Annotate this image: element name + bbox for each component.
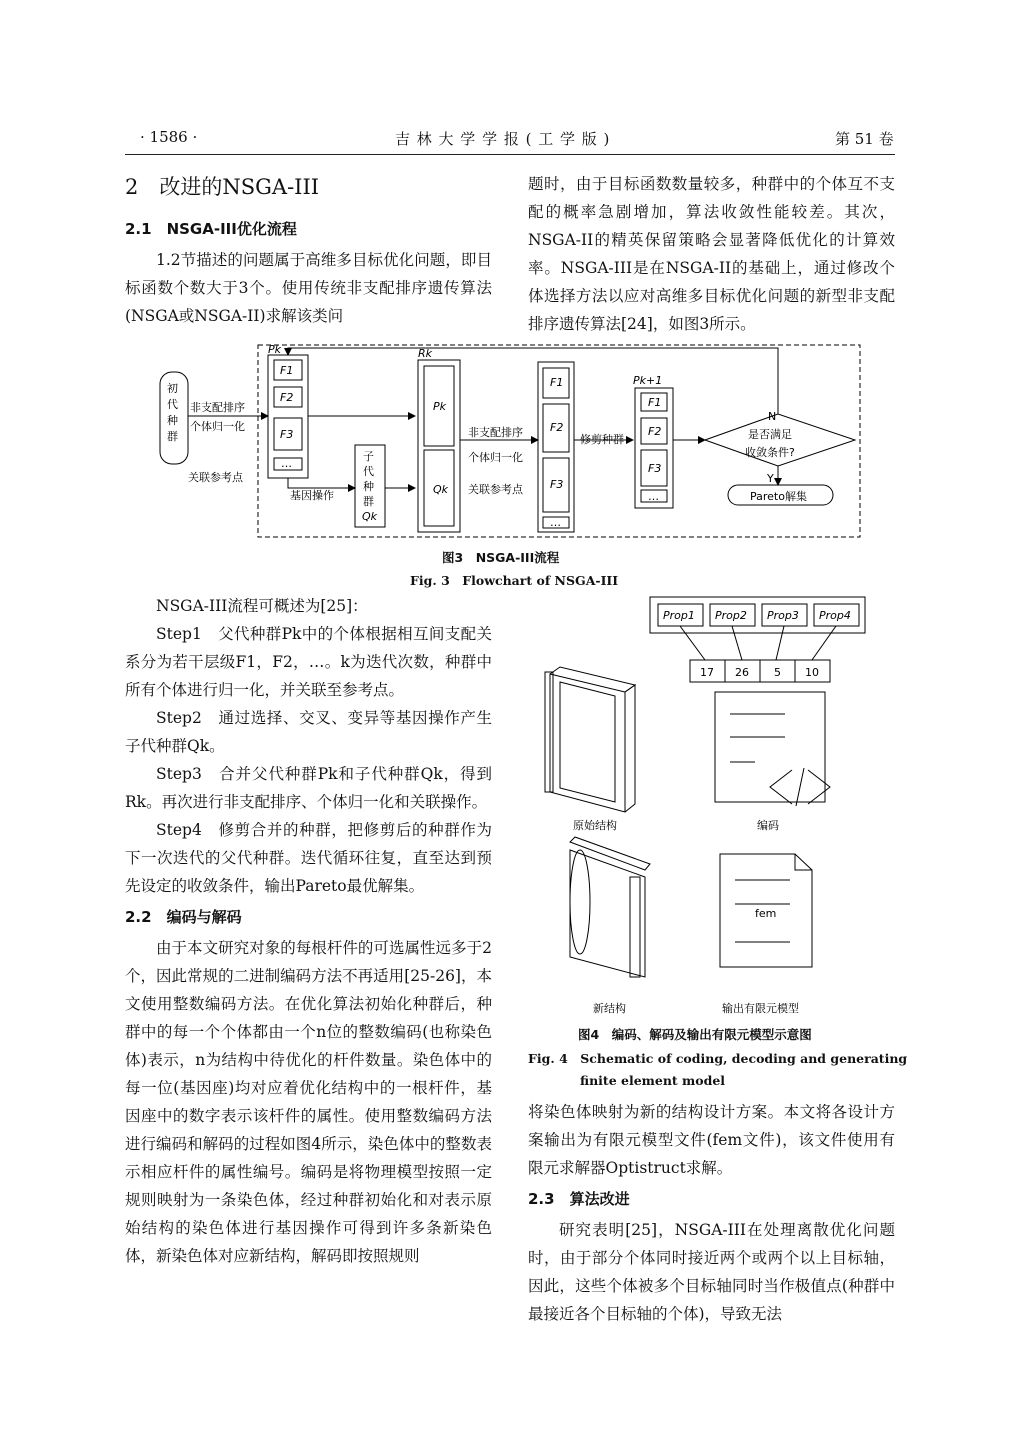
new-structure-label: 新结构: [593, 1002, 626, 1015]
right-top-column: [528, 170, 895, 338]
subsection-title-2-2: 2.2 编码与解码: [125, 908, 242, 926]
pk1-label: Pk+1: [633, 374, 663, 387]
original-structure-drawing: [545, 667, 635, 812]
dots-label: …: [281, 457, 292, 470]
diamond-label: 是否满足: [748, 428, 792, 441]
figure-4-diagram: [530, 592, 895, 1017]
volume-label: 第 51 卷: [835, 130, 894, 148]
arrow-label: 个体归一化: [468, 451, 523, 464]
gene-value: 17: [700, 666, 714, 679]
init-pop-char: 种: [167, 414, 178, 427]
paragraph: 由于本文研究对象的每根杆件的可选属性远多于2个，因此常规的二进制编码方法不再适用[25-26]，本文使用整数编码方法。在优化算法初始化种群后，种群中的每一个个体都由一个n位的整数编码(也称染色体)表示，n为结构中待优化的杆件数量。染色体中的每一位(基因座)均对应着优化结构中的一根杆件，基因座中的数字表示该杆件的属性。使用整数编码方法进行编码和解码的过程如图4所示，染色体中的整数表示相应杆件的属性编号。编码是将物理模型按照一定规则映射为一条染色体，经过种群初始化和对表示原始结构的染色体进行基因操作可得到许多条新染色体，新染色体对应新结构，解码即按照规则: [125, 939, 492, 1265]
f3-label: F3: [280, 428, 294, 441]
step-4: Step4 修剪合并的种群，把修剪后的种群作为下一次迭代的父代种群。迭代循环往复，直至达到预先设定的收敛条件，输出Pareto最优解集。: [125, 821, 492, 895]
fig4-caption-en-2: finite element model: [580, 1073, 726, 1088]
gene-value: 10: [805, 666, 819, 679]
child-pop-char: 子: [363, 450, 374, 463]
new-structure-drawing: [570, 837, 650, 977]
gene-value: 26: [735, 666, 749, 679]
f1-label: F1: [648, 396, 662, 409]
arrow-label: 非支配排序: [468, 426, 523, 439]
paragraph: 题时，由于目标函数数量较多，种群中的个体互不支配的概率急剧增加，算法收敛性能较差。其次，NSGA-II的精英保留策略会显著降低优化的计算效率。NSGA-III是在NSGA-II的基础上，通过修改个体选择方法以应对高维多目标优化问题的新型非支配排序遗传算法[24]，如图3所示。: [528, 175, 895, 333]
init-pop-char: 群: [167, 430, 178, 443]
fig4-caption-cn: 图4 编码、解码及输出有限元模型示意图: [578, 1027, 812, 1042]
ref-point-label: 关联参考点: [468, 483, 523, 496]
pk-label: Pk: [268, 343, 282, 356]
original-structure-label: 原始结构: [573, 819, 617, 832]
y-label: Y: [767, 472, 774, 485]
prop-label: Prop1: [663, 609, 695, 622]
pk-inner-label: Pk: [433, 400, 447, 413]
code-label: 编码: [757, 819, 779, 832]
arrow-label: 个体归一化: [190, 420, 245, 433]
loop-frame: [258, 345, 860, 537]
paragraph: 1.2节描述的问题属于高维多目标优化问题，即目标函数个数大于3个。使用传统非支配排序遗传算法(NSGA或NSGA-II)求解该类问: [125, 251, 492, 325]
init-pop-char: 代: [167, 398, 178, 411]
child-pop-char: 代: [363, 465, 374, 478]
fig4-caption-en-1: Fig. 4 Schematic of coding, decoding and generating: [528, 1051, 908, 1066]
figure-3-flowchart: [150, 340, 870, 545]
code-document-drawing: [715, 692, 830, 806]
left-body-column: [125, 592, 492, 1270]
f2-label: F2: [648, 425, 662, 438]
prop-label: Prop2: [715, 609, 747, 622]
paragraph: 研究表明[25]，NSGA-III在处理离散优化问题时，由于部分个体同时接近两个或两个以上目标轴，因此，这些个体被多个目标轴同时当作极值点(种群中最接近各个目标轴的个体)，导致无法: [528, 1221, 895, 1323]
diamond-label: 收敛条件?: [745, 446, 795, 459]
f1-label: F1: [280, 364, 294, 377]
child-pop-char: 群: [363, 495, 374, 508]
step-2: Step2 通过选择、交叉、变异等基因操作产生子代种群Qk。: [125, 709, 492, 755]
qk-inner-label: Qk: [433, 483, 449, 496]
f3-label: F3: [648, 462, 662, 475]
init-pop-char: 初: [167, 382, 178, 395]
subsection-title-2-3: 2.3 算法改进: [528, 1190, 630, 1208]
step-3: Step3 合并父代种群Pk和子代种群Qk，得到Rk。再次进行非支配排序、个体归一化和关联操作。: [125, 765, 492, 811]
prop-label: Prop4: [819, 609, 851, 622]
f1-label: F1: [550, 376, 564, 389]
f3-label: F3: [550, 478, 564, 491]
prop-label: Prop3: [767, 609, 799, 622]
dots-label: …: [550, 516, 561, 529]
header-rule: [125, 154, 895, 155]
fig3-caption-cn: 图3 NSGA-III流程: [442, 550, 560, 565]
n-label: N: [768, 410, 777, 423]
qk-label: Qk: [362, 510, 378, 523]
step-1: Step1 父代种群Pk中的个体根据相互间支配关系分为若干层级F1，F2，…。k为迭代次数，种群中所有个体进行归一化，并关联至参考点。: [125, 625, 492, 699]
ref-point-label: 关联参考点: [188, 471, 243, 484]
f2-label: F2: [280, 391, 294, 404]
fig3-caption-en: Fig. 3 Flowchart of NSGA-III: [410, 573, 619, 588]
gene-value: 5: [774, 666, 781, 679]
prune-label: 修剪种群: [580, 433, 624, 446]
gene-op-label: 基因操作: [290, 489, 334, 502]
page-number: · 1586 ·: [140, 128, 198, 146]
rk-label: Rk: [418, 347, 433, 360]
left-top-column: [125, 172, 492, 330]
fem-label: fem: [755, 907, 777, 920]
paragraph: NSGA-III流程可概述为[25]：: [156, 597, 368, 615]
journal-title: 吉 林 大 学 学 报 ( 工 学 版 ): [395, 130, 611, 148]
output-model-label: 输出有限元模型: [722, 1002, 799, 1015]
subsection-title-2-1: 2.1 NSGA-III优化流程: [125, 220, 297, 238]
arrow-label: 非支配排序: [190, 401, 245, 414]
child-pop-char: 种: [363, 480, 374, 493]
paragraph: 将染色体映射为新的结构设计方案。本文将各设计方案输出为有限元模型文件(fem文件)，该文件使用有限元求解器Optistruct求解。: [528, 1103, 895, 1177]
f2-label: F2: [550, 421, 564, 434]
section-title: 2 改进的NSGA-III: [125, 175, 320, 199]
right-body-column: [528, 1098, 895, 1328]
dots-label: …: [648, 490, 659, 503]
pareto-label: Pareto解集: [750, 490, 807, 503]
